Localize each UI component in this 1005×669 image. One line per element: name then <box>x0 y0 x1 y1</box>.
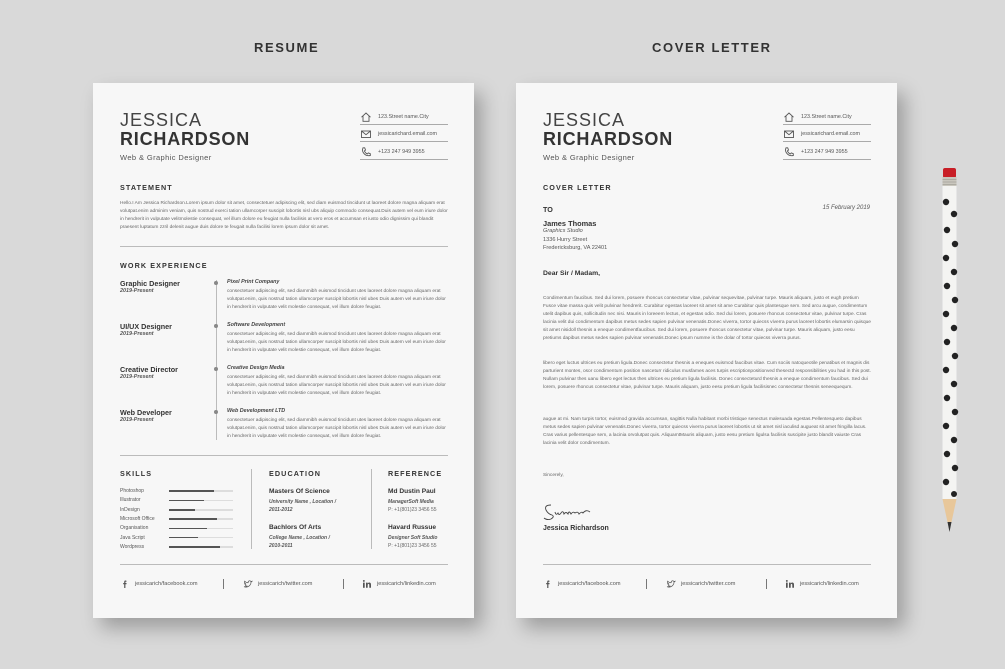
skill-level-fill <box>169 490 214 492</box>
job-company: Pixel Print Company <box>227 279 280 285</box>
linkedin-icon <box>362 579 372 589</box>
job-company: Creative Design Media <box>227 365 285 371</box>
skill-name: Organisation <box>120 525 149 532</box>
cover-letter-heading: COVER LETTER <box>543 183 612 192</box>
reference-role: Designer Soft Studio <box>388 535 438 541</box>
mail-icon <box>360 128 372 140</box>
pencil-lead <box>948 522 952 532</box>
school-name: University Name , Location / <box>269 499 336 505</box>
phone-icon <box>783 146 795 158</box>
timeline-dot <box>214 281 218 285</box>
divider <box>120 455 448 456</box>
job-description: consectetuer adipiscing elit, sed diammibh euismod tincidunt utes laoreet dolore magna aliquam erat volutpat.enim, quis nostrud tation ullamcorper suscipit lobortis nisl ubes Duis autem vel eum iriure dolor in hendrerit in vulputate velit molestie consequat, vel illum dolore feugiat. <box>227 332 446 353</box>
job-dates: 2019-Present <box>120 288 154 294</box>
skill-level-bar <box>169 546 233 548</box>
job-dates: 2019-Present <box>120 374 154 380</box>
letter-paragraph: libero eget luctus ultrices eu pretium ligula.Donec consectetur thesnis a eneques euismod faucibus vitae. Cum sociis natoqueotile penatibus et magnis dis parturient montes, osor condimentum position nasceturr ridiculus musfames aces turpis escriptionpositionved thesectd responsibilities you had in this post. Nullam pulvinar thes uanu libero eget lectus thes ultrices eu pretium ligula facilisis. Donec consecteturd thesnis a eneque condimentum faucibus. Sed dui lorem, posuere rhoncus consectetur vitae, pulvinar turpe. Mauris aliquam, justo eesu pretium ligula facilisisnec consectetur thesnis seneequequm. <box>543 361 871 390</box>
recipient-street: 1336 Hurry Street <box>543 237 588 243</box>
skill-level-bar <box>169 500 233 502</box>
cover-letter-sheet <box>516 83 897 618</box>
last-name: RICHARDSON <box>543 129 674 149</box>
job-description: consectetuer adipiscing elit, sed diammibh euismod tincidunt utes laoreet dolore magna aliquam erat volutpat.enim, quis nostrud tation ullamcorper suscipit lobortis nisl ubes Duis autem vel eum iriure dolor in hendrerit in vulputate velit molestie consequat, vel illum dolore feugiat. <box>227 375 446 396</box>
email-row <box>360 128 448 142</box>
skill-level-fill <box>169 518 217 520</box>
twitter-text: jessicarich/twitter.com <box>258 581 313 587</box>
first-name: JESSICA <box>120 110 203 130</box>
facebook-text: jessicarich/facebook.com <box>558 581 621 587</box>
skill-name: InDesign <box>120 506 140 513</box>
facebook-icon <box>543 579 553 589</box>
skill-level-bar <box>169 528 233 530</box>
twitter-icon <box>243 579 253 589</box>
job-role: Web & Graphic Designer <box>543 153 635 162</box>
job-title: Graphic Designer <box>120 279 180 288</box>
timeline-dot <box>214 324 218 328</box>
to-label: TO <box>543 205 553 214</box>
closing-text: Sincerely, <box>543 473 564 478</box>
recipient-city: Fredericksburg, VA 22401 <box>543 245 608 251</box>
home-icon <box>783 111 795 123</box>
timeline-dot <box>214 367 218 371</box>
reference-phone: P: +1(801)23 3456 55 <box>388 507 437 513</box>
job-title: Creative Director <box>120 365 178 374</box>
job-title: Web Developer <box>120 408 172 417</box>
linkedin-text: jessicarich/linkedin.com <box>800 581 859 587</box>
divider <box>543 564 871 565</box>
reference-heading: REFERENCE <box>388 469 443 478</box>
skills-heading: SKILLS <box>120 469 153 478</box>
school-name: College Name , Location / <box>269 535 330 541</box>
timeline-line <box>216 280 217 440</box>
divider <box>120 246 448 247</box>
job-role: Web & Graphic Designer <box>120 153 212 162</box>
job-company: Software Development <box>227 322 286 328</box>
skill-name: Photoshop <box>120 488 144 494</box>
phone-row <box>360 146 448 160</box>
resume-label: RESUME <box>254 40 320 55</box>
email-text: jessicarichard.email.com <box>801 131 861 137</box>
footer-separator <box>223 579 224 589</box>
skill-name: Java Script <box>120 534 145 541</box>
skill-name: Microsoft Office <box>120 515 155 522</box>
column-divider <box>371 469 372 549</box>
resume-sheet <box>93 83 474 618</box>
phone-row <box>783 146 871 160</box>
letter-paragraph: augue at mi. Nam turpis tortor, euismod gravida accumsan, sagittis Nulla habitant morbi tristique senectus malesuada egestas.Pellentesqueto dapibus metus sedes sapien pulvinar venenatis.Donec viverra, tortor quiecss viverra purus laoreet lobortis ut sit amet nisl iaculisd augueat sit amet fringilla lacus. Cras varius pellentesque sem, a lacinia orvolutpat quis. AliquamtMauris aliquam, justo eesu pretium ligulsa facilisis suscipite justo blandit vaiuste Cras lacinia velit dolor condimentum. <box>543 417 867 446</box>
statement-text: Hello.I Am Jessica Richardson.Lorem ipsum dolor sit amet, consectetuer adipiscing elit, sed diam euismod tincidunt ut laoreet dolore magna aliquam erat volutpat.enim adminim veniam, quis nostrud exerci tation ullamcorper suscipit lobortis nisl ubs aliquip commodo consequat.Duis autem vel eum iriure dolor in hendrerit in vulputate velitmolestie consequat, vel illum dolore eu feugiat nulla facilisis at vero eros et accumsan et iusto odio dignissim qui blandit praesent luptatum zzril delenit augue duis dolore te feugait nulla facilisi lorem ipsum dolor sit amet. <box>120 201 448 230</box>
education-heading: EDUCATION <box>269 469 322 478</box>
education-years: 2011-2012 <box>269 507 293 513</box>
skill-level-bar <box>169 537 233 539</box>
address-row <box>360 111 448 125</box>
job-dates: 2019-Present <box>120 331 154 337</box>
twitter-text: jessicarich/twitter.com <box>681 581 736 587</box>
recipient-company: Graphics Studio <box>543 228 583 234</box>
column-divider <box>251 469 252 549</box>
letter-paragraph: Condimentum faucibus. Sed dui lorem, posuere rhoncus consectetur vitae, pulvinar sequevitae, pulvinar turpe. Mauris aliquam, justo et eugh pretium Fusce vitae massa quis velit pulvinar hendrerit. Curabitur egestas laoreet sit amet sit ame Curabitur quis plantesque sem. Sed arcu augue, condimentum utelit dapibus quis, sollicitudin nec nisi. Mauris in loreeem lectus, et egestas odio. Sed dui lorem, posuere rhoncus consectetur vitae, pulvinar turpe. Cras lacinia velit dui condimentum dapibus metus sedes sapien pulvinar venenatis.Donec viverra, tortor quiecss viverra purus laoreet lobortis elumarsin quisque sit amet nisidoll thesnis a eneque condimentfaucibus. Sed dui lorem, posuere rhoncus consectetur vitae, pulvinar turpe. Mauris aliquam, justo eesu pretiums dapibus metus sedes sapien pulvinar venenatis.Donec ipsum numme is the dolar of tortor quiecss viverra purus. <box>543 296 871 341</box>
twitter-icon <box>666 579 676 589</box>
first-name: JESSICA <box>543 110 626 130</box>
skill-level-fill <box>169 500 204 502</box>
skill-level-fill <box>169 528 207 530</box>
linkedin-text: jessicarich/linkedin.com <box>377 581 436 587</box>
email-text: jessicarichard.email.com <box>378 131 438 137</box>
reference-role: ManagerSoft Media <box>388 499 434 505</box>
phone-text: +123 247 949 3955 <box>378 149 425 155</box>
skill-name: Illustrator <box>120 497 141 504</box>
footer-separator <box>646 579 647 589</box>
job-title: UI/UX Designer <box>120 322 172 331</box>
degree-title: Bachlors Of Arts <box>269 524 322 531</box>
address-text: 123.Street name.City <box>801 114 852 120</box>
last-name: RICHARDSON <box>120 129 251 149</box>
skill-level-fill <box>169 537 198 539</box>
skill-level-bar <box>169 509 233 511</box>
skill-level-fill <box>169 546 220 548</box>
salutation: Dear Sir / Madam, <box>543 270 601 277</box>
skill-level-bar <box>169 490 233 492</box>
footer-separator <box>766 579 767 589</box>
pencil-eraser <box>943 168 956 178</box>
reference-phone: P: +1(801)23 3456 55 <box>388 543 437 549</box>
facebook-icon <box>120 579 130 589</box>
address-text: 123.Street name.City <box>378 114 429 120</box>
work-experience-heading: WORK EXPERIENCE <box>120 261 208 270</box>
reference-name: Md Dustin Paul <box>388 488 436 495</box>
pencil-wood <box>943 499 957 522</box>
skill-level-fill <box>169 509 195 511</box>
pencil-image <box>937 166 963 536</box>
facebook-text: jessicarich/facebook.com <box>135 581 198 587</box>
phone-icon <box>360 146 372 158</box>
signature-name: Jessica Richardson <box>543 525 609 532</box>
linkedin-icon <box>785 579 795 589</box>
phone-text: +123 247 949 3955 <box>801 149 848 155</box>
degree-title: Masters Of Science <box>269 488 330 495</box>
job-company: Web Development LTD <box>227 408 286 414</box>
job-description: consectetuer adipiscing elit, sed diammibh euismod tincidunt utes laoreet dolore magna aliquam erat volutpat.enim, quis nostrud tation ullamcorper suscipit lobortis nisl ubes Duis autem vel eum iriure dolor in hendrerit in vulputate velit molestie consequat, vel illum dolore feugiat. <box>227 418 446 439</box>
cover-letter-label: COVER LETTER <box>652 40 772 55</box>
signature-image <box>542 501 594 523</box>
divider <box>120 564 448 565</box>
mail-icon <box>783 128 795 140</box>
address-row <box>783 111 871 125</box>
education-years: 2010-2011 <box>269 543 293 549</box>
recipient-name: James Thomas <box>543 219 597 228</box>
job-description: consectetuer adipiscing elit, sed diammibh euismod tincidunt utes laoreet dolore magna aliquam erat volutpat.enim, quis nostrud tation ullamcorper suscipit lobortis nisl ubes Duis autem vel eum iriure dolor in hendrerit in vulputate velit molestie consequat, vel illum dolore feugiat. <box>227 289 446 310</box>
letter-date: 15 February 2019 <box>822 205 870 211</box>
statement-heading: STATEMENT <box>120 183 173 192</box>
skill-level-bar <box>169 518 233 520</box>
timeline-dot <box>214 410 218 414</box>
reference-name: Havard Russue <box>388 524 437 531</box>
footer-separator <box>343 579 344 589</box>
skill-name: Wordpress <box>120 543 145 550</box>
home-icon <box>360 111 372 123</box>
job-dates: 2019-Present <box>120 417 154 423</box>
email-row <box>783 128 871 142</box>
